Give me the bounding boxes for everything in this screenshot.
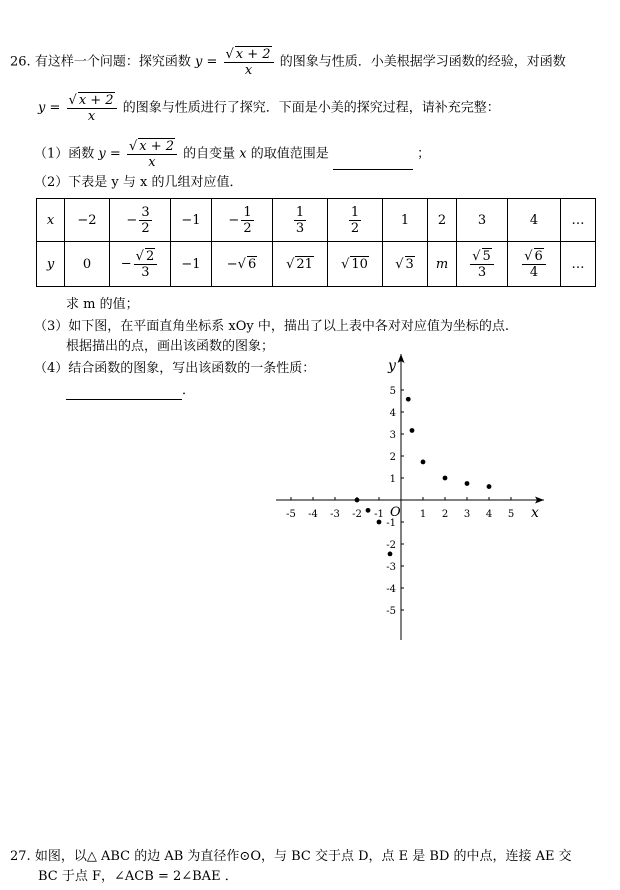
data-point (487, 484, 492, 489)
table-cell: −1 (171, 199, 212, 242)
y-tick-label: -5 (386, 606, 396, 617)
table-cell: 0 (65, 242, 110, 287)
q27-line1 (10, 848, 572, 866)
table-cell: √ 21 (273, 242, 328, 287)
p1-text2: 的取值范围是 (250, 146, 329, 162)
table-cell: 3 (457, 199, 508, 242)
table-x-label: x (37, 199, 65, 242)
func-fraction-3: $\frac{√ x + 2}{x}$ (127, 138, 177, 170)
table-cell: 2 (428, 199, 457, 242)
q26-number: 26. (10, 54, 31, 70)
y-tick-label: 4 (389, 408, 396, 419)
q26-part4-answer: ． (66, 382, 195, 400)
values-table (36, 198, 596, 287)
x-tick-label: -2 (352, 509, 362, 520)
y-tick-label: 5 (389, 386, 396, 397)
x-tick-label: 5 (507, 509, 515, 520)
origin-label: O (390, 505, 401, 520)
table-cell: −1 (171, 242, 212, 287)
y-tick-label: 2 (389, 452, 396, 463)
x-tick-label: 4 (485, 509, 493, 520)
data-point (366, 508, 371, 513)
y-axis-label: y (388, 358, 396, 374)
data-point (406, 397, 411, 402)
y-tick-label: 1 (389, 474, 396, 485)
table-cell: √ 3 (383, 242, 428, 287)
x-tick-label: -3 (330, 509, 340, 520)
y-tick-label: -3 (386, 562, 396, 573)
x-tick-label: 2 (441, 509, 449, 520)
func-y: y = (194, 54, 218, 70)
table-cell: √ 10 (328, 242, 383, 287)
x-tick-label: -1 (374, 509, 384, 520)
q27-number: 27. (10, 849, 31, 864)
q26-intro-a: 有这样一个问题：探究函数 (34, 54, 191, 70)
data-point (377, 520, 382, 525)
q26-part4: （4）结合函数的图象，写出该函数的一条性质： (34, 361, 316, 376)
table-row-y (37, 242, 596, 287)
func-denominator: x (244, 63, 253, 78)
table-cell: $\frac{√ 5}{3}$ (457, 242, 508, 287)
p1-var: x (239, 146, 247, 162)
q27-line2: BC 于点 F，∠ACB = 2∠BAE ． (38, 869, 238, 884)
table-y-label: y (37, 242, 65, 287)
p1-answer-blank[interactable] (333, 155, 413, 170)
table-cell: 4 (508, 199, 561, 242)
func-numerator: x + 2 (235, 47, 271, 62)
p1-text: 的自变量 (183, 146, 236, 162)
x-tick-label: 3 (463, 509, 471, 520)
table-cell: $\frac{1}{2}$ (328, 199, 383, 242)
p4-answer-blank[interactable] (66, 385, 182, 400)
func-y-2: y = (38, 100, 61, 116)
table-cell: −2 (65, 199, 110, 242)
q26-part3-line1: （3）如下图，在平面直角坐标系 xOy 中，描出了以上表中各对对应值为坐标的点. (34, 319, 510, 334)
func-fraction-2: $\frac{√ x + 2}{x}$ (67, 92, 117, 124)
coordinate-plane (268, 348, 558, 648)
data-point (388, 552, 393, 557)
x-tick-label: -4 (308, 509, 318, 520)
data-point (410, 428, 415, 433)
table-cell: − $\frac{1}{2}$ (212, 199, 273, 242)
table-cell: … (561, 242, 596, 287)
q26-intro-b: 的图象与性质．小美根据学习函数的经验，对函数 (279, 54, 566, 70)
x-axis-label: x (531, 505, 539, 521)
data-point (421, 460, 426, 465)
y-tick-label: 3 (389, 430, 396, 441)
func-fraction: $\frac{√ x + 2}{x}$ (224, 46, 274, 78)
table-cell: $\frac{1}{3}$ (273, 199, 328, 242)
q26-part3-line2: 根据描出的点，画出该函数的图象； (66, 339, 275, 354)
data-point (355, 498, 360, 503)
table-cell: $\frac{√ 6}{4}$ (508, 242, 561, 287)
table-cell: −√ 6 (212, 242, 273, 287)
q26-intro-c: 的图象与性质进行了探究．下面是小美的探究过程，请补充完整： (122, 100, 500, 116)
y-tick-label: -4 (386, 584, 396, 595)
x-tick-label: -5 (286, 509, 296, 520)
y-tick-label: -1 (386, 518, 396, 529)
data-point (443, 476, 448, 481)
table-cell: … (561, 199, 596, 242)
data-point (465, 481, 470, 486)
q26-part2: （2）下表是 y 与 x 的几组对应值． (34, 175, 243, 190)
p1-label: （1）函数 (34, 146, 95, 162)
y-tick-label: -2 (386, 540, 396, 551)
x-tick-label: 1 (419, 509, 427, 520)
table-cell: − $\frac{3}{2}$ (110, 199, 171, 242)
table-cell: 1 (383, 199, 428, 242)
table-row-x (37, 199, 596, 242)
q26-line2 (38, 92, 500, 124)
table-cell: − $\frac{√ 2}{3}$ (110, 242, 171, 287)
q26-part1: （1）函数 y = $\frac{√ x + 2}{x}$ 的自变量 x 的取值范围是 ； (34, 139, 431, 170)
q26-line1 (10, 46, 566, 78)
find-m-text: 求 m 的值； (66, 297, 139, 312)
q27-text1: 如图，以△ ABC 的边 AB 为直径作⊙O，与 BC 交于点 D，点 E 是 BD 的中点，连接 AE 交 (34, 849, 572, 864)
table-cell-m: m (428, 242, 457, 287)
